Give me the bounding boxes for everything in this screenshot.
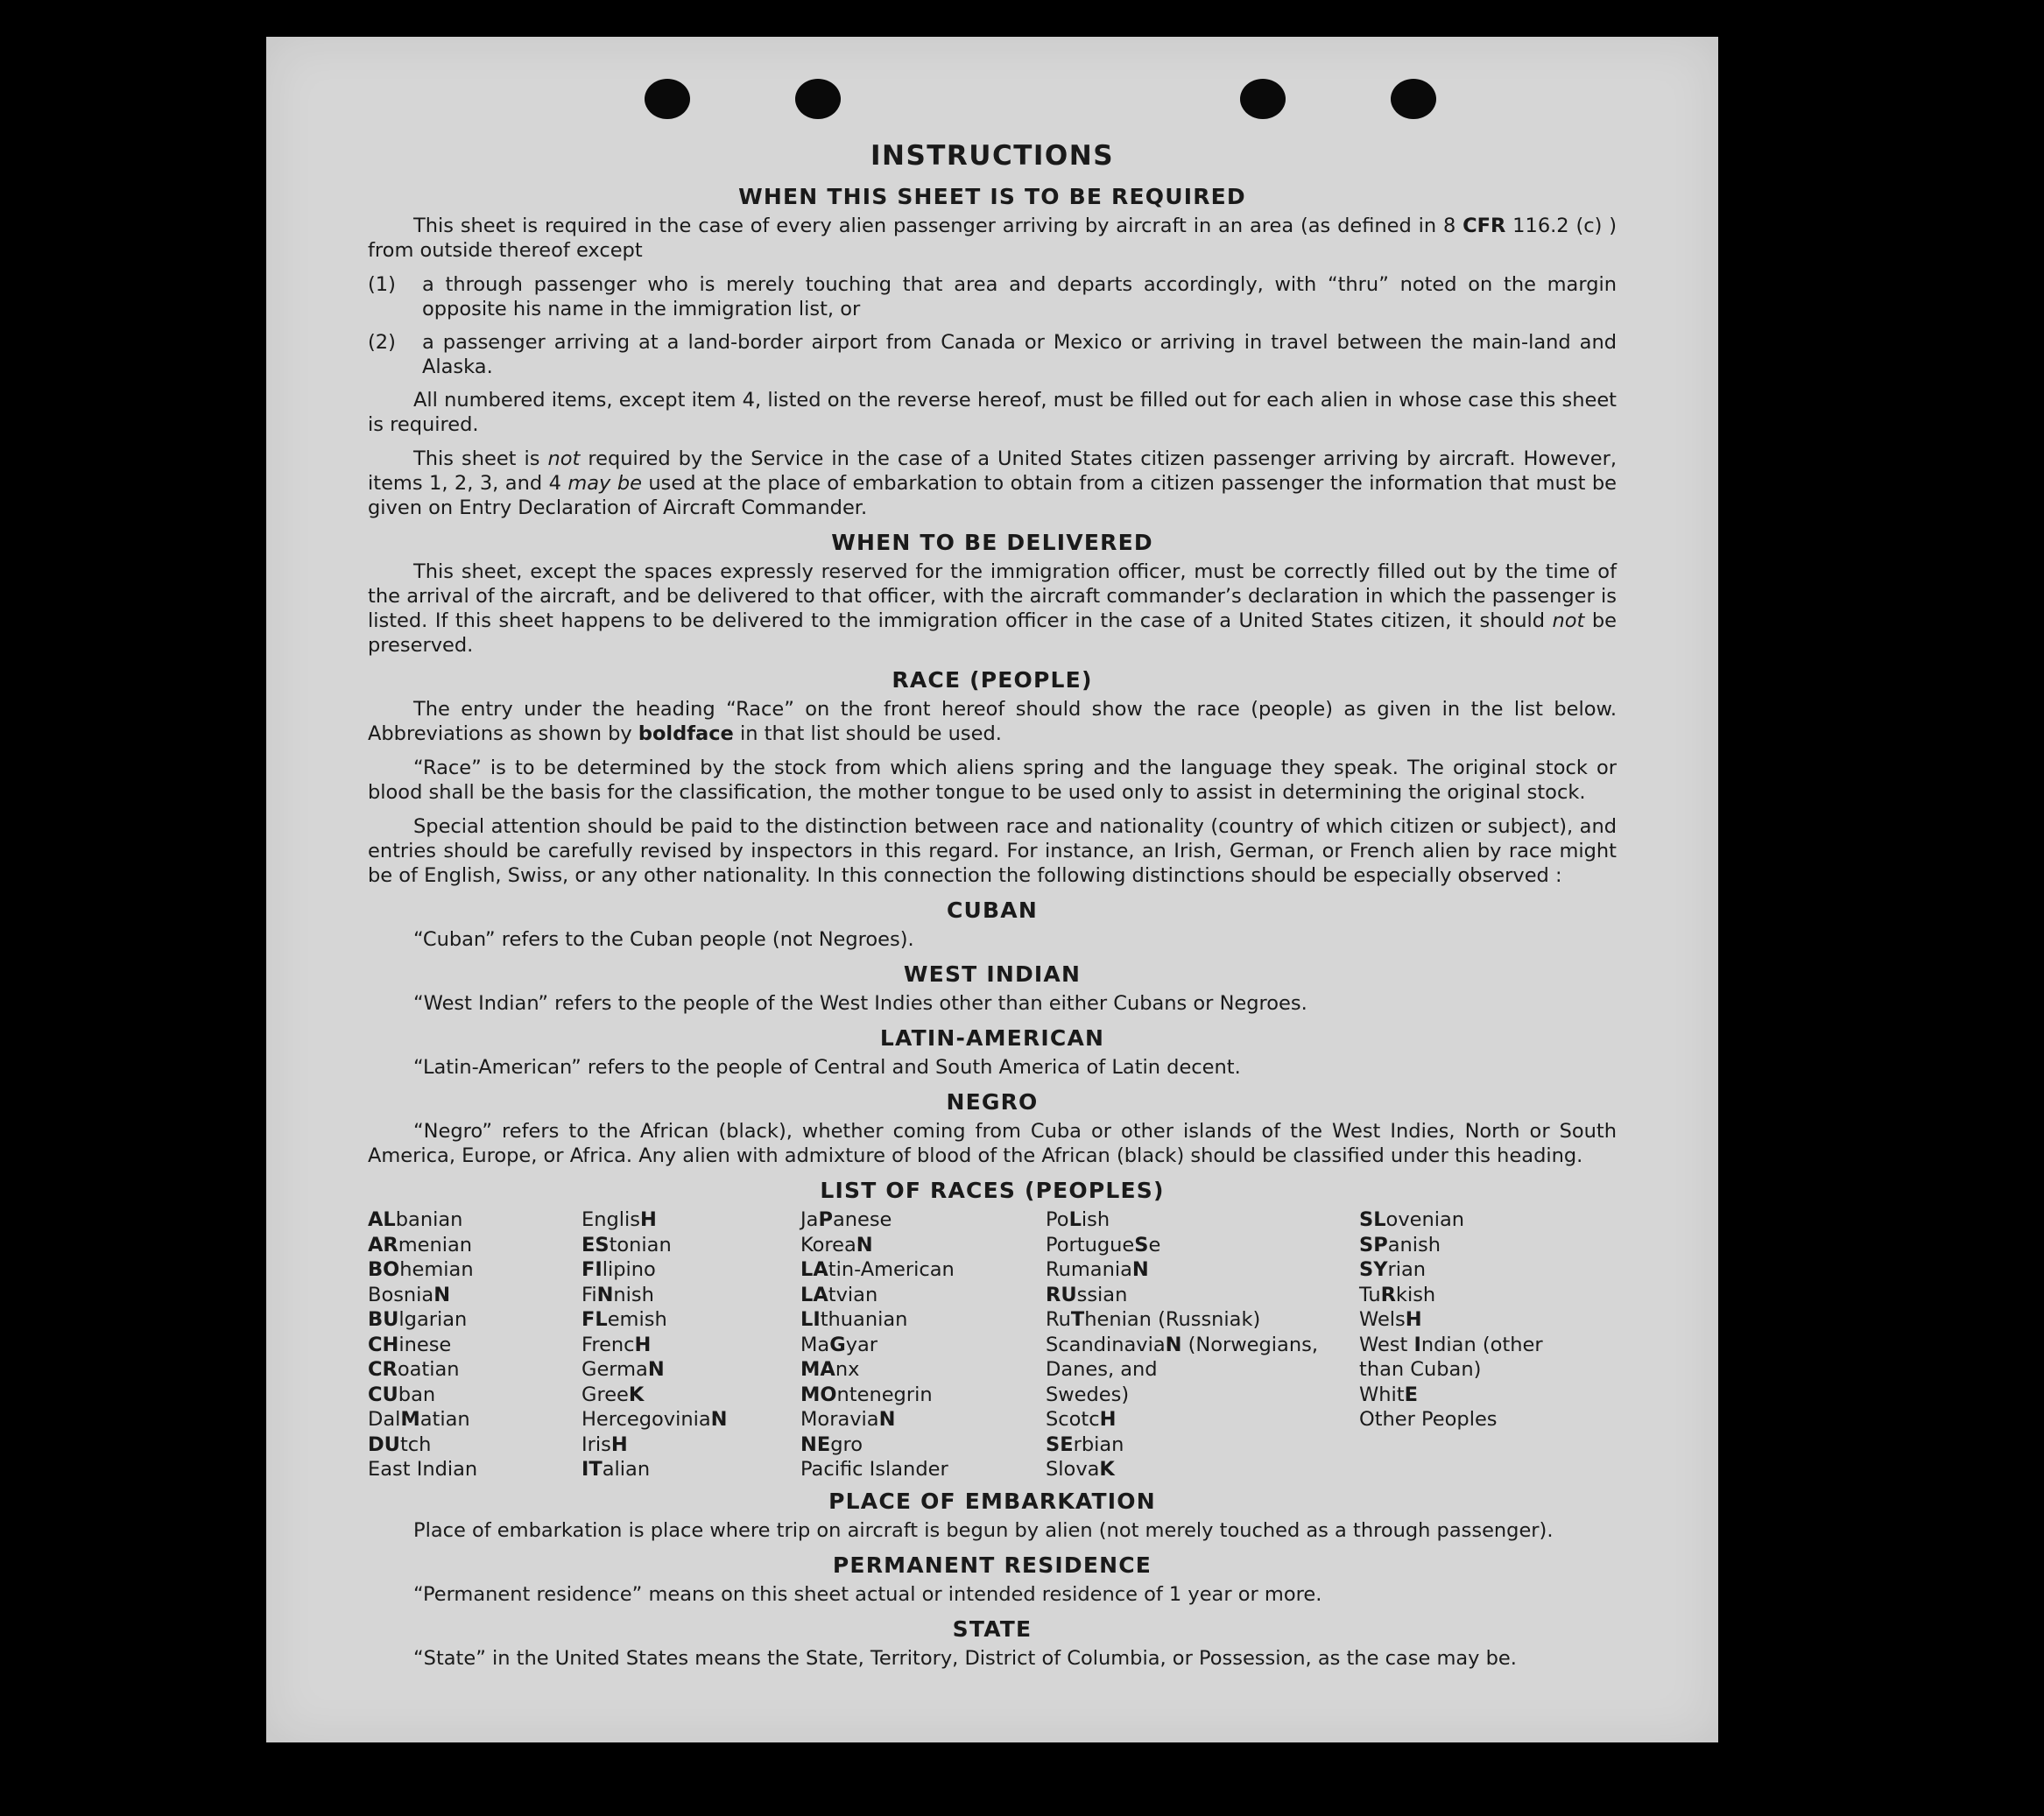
- race-abbreviation: LA: [800, 1258, 828, 1281]
- race-abbreviation: ES: [581, 1233, 610, 1256]
- race-text: tonian: [609, 1233, 672, 1256]
- race-text: kish: [1395, 1283, 1436, 1306]
- race-text: a: [806, 1208, 819, 1231]
- race-text: atian: [419, 1408, 470, 1431]
- text-run: be preserved.: [368, 609, 1618, 657]
- race-text: umania: [1058, 1258, 1132, 1281]
- item-text: a passenger arriving at a land-border airport from Canada or Mexico or arriving in travel between the main-land and Alaska.: [422, 331, 1617, 378]
- race-entry: [581, 1307, 800, 1333]
- race-text: S: [1046, 1458, 1059, 1481]
- text-run: The entry under the heading “Race” on the front hereof should show the race (people) as given in the list below. Abbreviations as shown by: [368, 698, 1617, 745]
- race-text: G: [581, 1383, 597, 1406]
- race-text: yar: [845, 1333, 878, 1356]
- section-heading-latin-american: LATIN-AMERICAN: [879, 1025, 1105, 1051]
- race-text: T: [1359, 1283, 1369, 1306]
- section-heading-embarkation: PLACE OF EMBARKATION: [828, 1488, 1156, 1514]
- race-text: hit: [1378, 1383, 1405, 1406]
- race-text: M: [800, 1333, 818, 1356]
- item-number: (2): [368, 331, 396, 354]
- instructions-content: [368, 140, 1617, 1680]
- race-entry: [1046, 1333, 1359, 1358]
- punch-hole: [1240, 79, 1286, 119]
- text-run: in that list should be used.: [733, 722, 1002, 745]
- race-text: o: [1056, 1208, 1069, 1231]
- race-text: menian: [398, 1233, 473, 1256]
- race-entry: [1046, 1457, 1359, 1482]
- race-abbreviation: H: [1099, 1408, 1117, 1431]
- text-run: used at the place of embarkation to obtain from a citizen passenger the information that must be given on Entry Declaration of Aircraft Commander.: [368, 472, 1617, 519]
- paragraph-west-indian: “West Indian” refers to the people of the West Indies other than either Cubans or Negroes.: [413, 992, 1307, 1015]
- race-entry: [368, 1307, 581, 1333]
- race-text: nglis: [594, 1208, 640, 1231]
- race-text: Swedes): [1046, 1383, 1130, 1406]
- race-text: lipino: [602, 1258, 656, 1281]
- race-abbreviation: H: [610, 1432, 628, 1456]
- race-text: banian: [395, 1208, 463, 1231]
- text-run: This sheet, except the spaces expressly reserved for the immigration officer, must be correctly filled out by the time of the arrival of the aircraft, and be delivered to that officer, with the aircraft commander’s declaration in which the passenger is listed. If this sheet happens to be delivered to the immigration officer in the case of a United States citizen, it should: [368, 560, 1617, 632]
- paragraph-cuban: “Cuban” refers to the Cuban people (not Negroes).: [413, 928, 914, 951]
- race-text: anish: [1387, 1233, 1441, 1256]
- races-list: [368, 1207, 1617, 1482]
- race-abbreviation: BU: [368, 1308, 399, 1331]
- race-entry: [581, 1333, 800, 1358]
- race-text: alian: [602, 1458, 651, 1481]
- race-text: orea: [812, 1233, 856, 1256]
- race-text: Other Peoples: [1359, 1408, 1498, 1431]
- race-text: a: [817, 1333, 830, 1356]
- race-text: Pacific Islander: [800, 1458, 948, 1481]
- race-text: J: [800, 1208, 807, 1231]
- race-text: R: [1046, 1258, 1059, 1281]
- document-sheet: [266, 37, 1718, 1742]
- race-abbreviation: RU: [1046, 1283, 1077, 1306]
- section-heading-list-of-races: LIST OF RACES (PEOPLES): [820, 1178, 1165, 1203]
- race-text: ercegovinia: [596, 1408, 711, 1431]
- race-text: F: [581, 1283, 592, 1306]
- section-heading-negro: NEGRO: [946, 1089, 1039, 1115]
- text-run: This sheet is required in the case of every alien passenger arriving by aircraft in an area (as defined in 8: [413, 215, 1463, 237]
- race-text: K: [800, 1233, 813, 1256]
- race-text: D: [368, 1408, 384, 1431]
- race-text: rian: [1387, 1258, 1427, 1281]
- race-entry: [1046, 1357, 1359, 1383]
- race-abbreviation: N: [1165, 1333, 1182, 1356]
- race-text: S: [1046, 1408, 1059, 1431]
- section-heading-permanent-residence: PERMANENT RESIDENCE: [832, 1552, 1152, 1578]
- race-text: ris: [587, 1432, 611, 1456]
- race-entry: [581, 1457, 800, 1482]
- races-column: [368, 1207, 581, 1482]
- race-abbreviation: SP: [1359, 1233, 1388, 1256]
- race-text: ree: [596, 1383, 629, 1406]
- race-entry: [1046, 1432, 1359, 1458]
- race-entry: [800, 1233, 1046, 1258]
- race-text: I: [581, 1432, 588, 1456]
- race-text: than Cuban): [1359, 1358, 1482, 1381]
- race-text: thuanian: [820, 1308, 908, 1331]
- race-entry: [368, 1407, 581, 1432]
- race-text: cotc: [1058, 1408, 1100, 1431]
- race-text: erma: [596, 1358, 648, 1381]
- race-abbreviation: N: [433, 1283, 451, 1306]
- race-text: osnia: [381, 1283, 434, 1306]
- race-entry: [800, 1383, 1046, 1408]
- race-text: (Norwegians,: [1181, 1333, 1318, 1356]
- race-text: anese: [832, 1208, 892, 1231]
- section-heading-race: RACE (PEOPLE): [892, 667, 1093, 693]
- text-run: This sheet is: [413, 447, 548, 470]
- text-run-bold: boldface: [638, 722, 734, 745]
- page-title: INSTRUCTIONS: [870, 140, 1115, 172]
- punch-hole: [1391, 79, 1436, 119]
- exception-item-1: [368, 272, 1617, 321]
- text-run-italic: not: [547, 447, 581, 470]
- race-abbreviation: H: [1405, 1308, 1422, 1331]
- item-number: (1): [368, 273, 396, 296]
- race-abbreviation: FL: [581, 1308, 608, 1331]
- text-run: 116.2 (c) ) from outside thereof except: [368, 215, 1617, 262]
- race-entry: [368, 1333, 581, 1358]
- race-text: ish: [1081, 1208, 1110, 1231]
- race-text: S: [1046, 1333, 1059, 1356]
- race-entry: [1046, 1207, 1359, 1233]
- race-text: u: [1368, 1283, 1381, 1306]
- paragraph-negro: “Negro” refers to the African (black), whether coming from Cuba or other islands of the West Indies, North or South America, Europe, or Africa. Any alien with admixture of blood of the African (black) should be classified under this heading.: [368, 1120, 1617, 1167]
- race-abbreviation: CU: [368, 1383, 398, 1406]
- race-entry: [1046, 1383, 1359, 1408]
- paragraph-citizen: [368, 447, 1617, 520]
- race-entry: [368, 1233, 581, 1258]
- race-entry: [800, 1457, 1046, 1482]
- race-entry: [368, 1383, 581, 1408]
- race-entry: [581, 1257, 800, 1283]
- race-text: ovenian: [1385, 1208, 1465, 1231]
- text-run-italic: may be: [567, 472, 642, 495]
- section-heading-when-required: WHEN THIS SHEET IS TO BE REQUIRED: [738, 184, 1246, 209]
- races-column: [800, 1207, 1046, 1482]
- text-run-italic: not: [1552, 609, 1585, 632]
- race-entry: [368, 1283, 581, 1308]
- race-entry: [1046, 1283, 1359, 1308]
- race-text: G: [581, 1358, 597, 1381]
- race-text: ndian (other: [1420, 1333, 1543, 1356]
- race-abbreviation: SE: [1046, 1432, 1074, 1456]
- race-entry: [800, 1357, 1046, 1383]
- section-heading-cuban: CUBAN: [947, 897, 1038, 923]
- race-entry: [1359, 1357, 1617, 1383]
- paragraph-race-stock: “Race” is to be determined by the stock from which aliens spring and the language they speak. The original stock or blood shall be the basis for the classification, the mother tongue to be used only to assist in determining the original stock.: [368, 757, 1617, 804]
- race-text: e: [1148, 1233, 1161, 1256]
- paragraph-race-entry: [368, 697, 1617, 746]
- race-text: tch: [399, 1432, 432, 1456]
- race-text: els: [1377, 1308, 1406, 1331]
- race-entry: [1359, 1257, 1617, 1283]
- race-entry: [1046, 1307, 1359, 1333]
- race-text: tvian: [828, 1283, 878, 1306]
- race-text: emish: [607, 1308, 667, 1331]
- race-entry: [1046, 1407, 1359, 1432]
- race-text: E: [581, 1208, 595, 1231]
- race-abbreviation: LA: [800, 1283, 828, 1306]
- race-text: al: [383, 1408, 401, 1431]
- race-text: nish: [613, 1283, 654, 1306]
- paragraph-state: “State” in the United States means the State, Territory, District of Columbia, or Possession, as the case may be.: [413, 1646, 1517, 1670]
- section-heading-west-indian: WEST INDIAN: [903, 961, 1082, 987]
- race-text: P: [1046, 1233, 1057, 1256]
- race-abbreviation: NE: [800, 1432, 831, 1456]
- race-entry: [368, 1432, 581, 1458]
- race-entry: [1359, 1207, 1617, 1233]
- section-heading-state: STATE: [952, 1615, 1033, 1642]
- race-abbreviation: G: [829, 1333, 846, 1356]
- race-entry: [1359, 1307, 1617, 1333]
- race-entry: [368, 1457, 581, 1482]
- race-text: P: [1046, 1208, 1057, 1231]
- race-text: ntenegrin: [836, 1383, 933, 1406]
- race-entry: [1359, 1333, 1617, 1358]
- race-abbreviation: N: [596, 1283, 614, 1306]
- race-abbreviation: N: [710, 1408, 728, 1431]
- race-text: renc: [591, 1333, 635, 1356]
- race-entry: [800, 1207, 1046, 1233]
- race-abbreviation: CH: [368, 1333, 399, 1356]
- race-abbreviation: R: [1380, 1283, 1396, 1306]
- race-abbreviation: N: [856, 1233, 873, 1256]
- race-abbreviation: BO: [368, 1258, 400, 1281]
- race-entry: [1359, 1383, 1617, 1408]
- race-abbreviation: SL: [1359, 1208, 1386, 1231]
- race-text: i: [591, 1283, 597, 1306]
- race-entry: [800, 1407, 1046, 1432]
- race-entry: [800, 1432, 1046, 1458]
- race-text: hemian: [399, 1258, 474, 1281]
- paragraph-delivered: [368, 560, 1617, 658]
- race-entry: [1359, 1233, 1617, 1258]
- paragraph-embarkation: Place of embarkation is place where trip on aircraft is begun by alien (not merely touched as a through passenger).: [413, 1518, 1554, 1542]
- race-text: M: [800, 1408, 818, 1431]
- race-abbreviation: K: [1099, 1458, 1115, 1481]
- race-abbreviation: P: [818, 1208, 833, 1231]
- punch-hole: [645, 79, 690, 119]
- race-entry: [1046, 1233, 1359, 1258]
- race-text: inese: [398, 1333, 452, 1356]
- race-text: candinavia: [1058, 1333, 1166, 1356]
- race-abbreviation: S: [1134, 1233, 1149, 1256]
- race-entry: [581, 1283, 800, 1308]
- paragraph-numbered-items: All numbered items, except item 4, listed on the reverse hereof, must be filled out for each alien in whose case this sheet is required.: [368, 389, 1617, 436]
- race-abbreviation: K: [628, 1383, 645, 1406]
- races-column: [1046, 1207, 1359, 1482]
- race-abbreviation: SY: [1359, 1258, 1388, 1281]
- race-abbreviation: N: [1131, 1258, 1149, 1281]
- race-entry: [581, 1407, 800, 1432]
- race-text: ssian: [1076, 1283, 1128, 1306]
- paragraph-permanent-residence: “Permanent residence” means on this sheet actual or intended residence of 1 year or more.: [413, 1582, 1322, 1606]
- race-entry: [800, 1283, 1046, 1308]
- item-text: a through passenger who is merely touching that area and departs accordingly, with “thru” noted on the margin opposite his name in the immigration list, or: [422, 273, 1617, 320]
- text-run-bold: CFR: [1463, 215, 1506, 237]
- race-abbreviation: LI: [800, 1308, 821, 1331]
- race-text: H: [581, 1408, 596, 1431]
- text-run: required by the Service in the case of a United States citizen passenger arriving by aircraft. However, items 1, 2, 3, and 4: [368, 447, 1617, 495]
- race-entry: [581, 1383, 800, 1408]
- race-abbreviation: L: [1068, 1208, 1082, 1231]
- race-abbreviation: H: [634, 1333, 652, 1356]
- race-text: lova: [1058, 1458, 1100, 1481]
- race-text: Danes, and: [1046, 1358, 1158, 1381]
- race-text: F: [581, 1333, 592, 1356]
- race-entry: [581, 1432, 800, 1458]
- race-text: tin-American: [828, 1258, 955, 1281]
- race-entry: [368, 1357, 581, 1383]
- race-abbreviation: AR: [368, 1233, 398, 1256]
- race-entry: [581, 1357, 800, 1383]
- race-abbreviation: I: [1413, 1333, 1421, 1356]
- race-entry: [1046, 1257, 1359, 1283]
- paragraph-race-nationality: Special attention should be paid to the distinction between race and nationality (country of which citizen or subject), and entries should be carefully revised by inspectors in this regard. For instance, an Irish, German, or French alien by race might be of English, Swiss, or any other nationality. In this connection the following distinctions should be especially observed :: [368, 815, 1617, 887]
- exception-item-2: [368, 330, 1617, 379]
- race-entry: [800, 1333, 1046, 1358]
- race-entry: [581, 1207, 800, 1233]
- race-entry: [368, 1207, 581, 1233]
- punch-hole: [795, 79, 841, 119]
- race-text: R: [1046, 1308, 1059, 1331]
- race-entry: [581, 1233, 800, 1258]
- race-text: rbian: [1073, 1432, 1124, 1456]
- race-text: est: [1377, 1333, 1414, 1356]
- race-entry: [1359, 1407, 1617, 1432]
- race-abbreviation: H: [640, 1208, 657, 1231]
- race-text: W: [1359, 1383, 1379, 1406]
- race-text: nx: [835, 1358, 860, 1381]
- race-text: oravia: [817, 1408, 879, 1431]
- race-abbreviation: E: [1404, 1383, 1418, 1406]
- race-text: gro: [830, 1432, 863, 1456]
- race-abbreviation: CR: [368, 1358, 398, 1381]
- race-abbreviation: AL: [368, 1208, 396, 1231]
- race-text: lgarian: [398, 1308, 468, 1331]
- race-text: oatian: [397, 1358, 460, 1381]
- race-abbreviation: N: [878, 1408, 896, 1431]
- section-heading-when-delivered: WHEN TO BE DELIVERED: [831, 530, 1153, 555]
- race-abbreviation: DU: [368, 1432, 400, 1456]
- race-text: ortugue: [1056, 1233, 1135, 1256]
- race-text: u: [1058, 1308, 1071, 1331]
- races-column: [581, 1207, 800, 1482]
- race-abbreviation: IT: [581, 1458, 603, 1481]
- race-abbreviation: MA: [800, 1358, 835, 1381]
- race-abbreviation: FI: [581, 1258, 603, 1281]
- race-text: W: [1359, 1333, 1378, 1356]
- race-text: East Indian: [368, 1458, 478, 1481]
- race-abbreviation: MO: [800, 1383, 837, 1406]
- race-abbreviation: M: [400, 1408, 420, 1431]
- race-entry: [800, 1257, 1046, 1283]
- paragraph-required: [368, 214, 1617, 263]
- paragraph-latin-american: “Latin-American” refers to the people of Central and South America of Latin decent.: [413, 1056, 1241, 1079]
- race-entry: [1359, 1283, 1617, 1308]
- race-entry: [368, 1257, 581, 1283]
- race-text: henian (Russniak): [1084, 1308, 1261, 1331]
- race-text: B: [368, 1283, 382, 1306]
- race-text: ban: [398, 1383, 436, 1406]
- race-abbreviation: T: [1070, 1308, 1085, 1331]
- race-text: W: [1359, 1308, 1378, 1331]
- race-entry: [800, 1307, 1046, 1333]
- races-column: [1359, 1207, 1617, 1482]
- race-abbreviation: N: [647, 1358, 665, 1381]
